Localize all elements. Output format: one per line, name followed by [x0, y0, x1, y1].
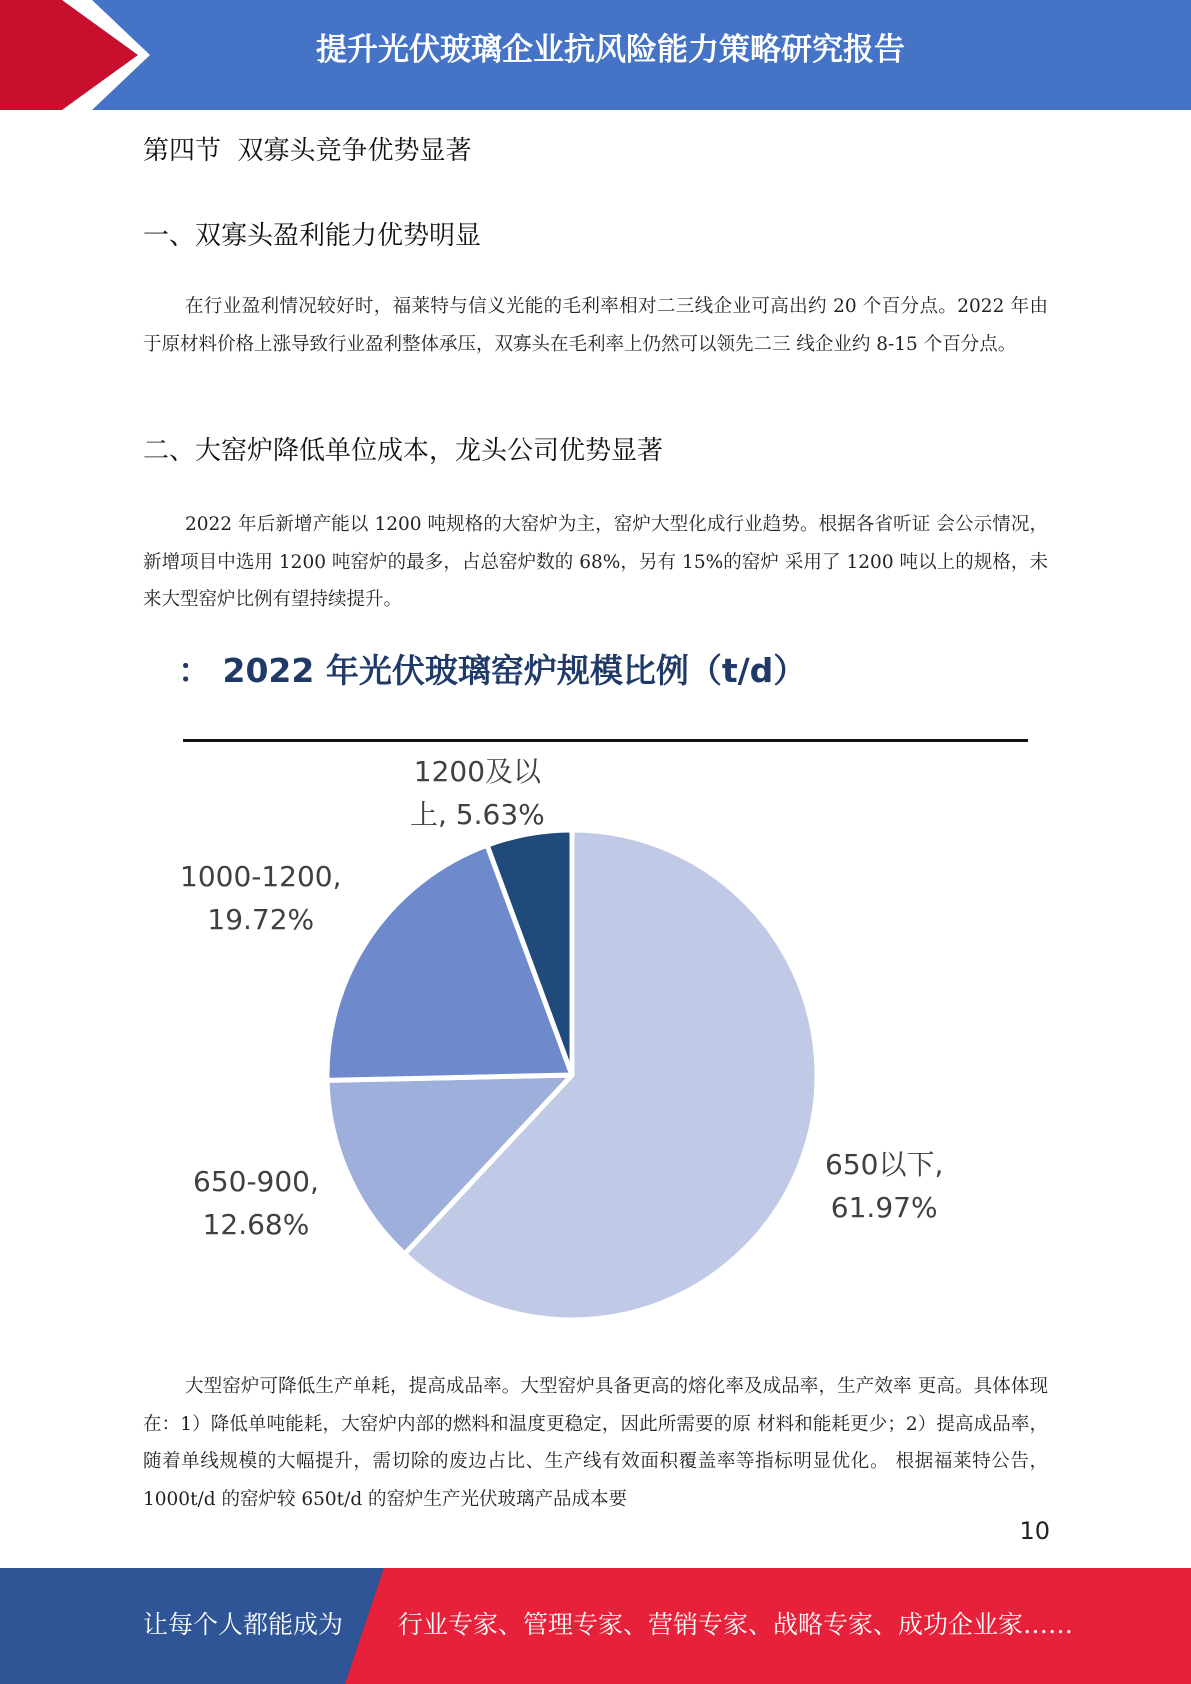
paragraph-profitability: 在行业盈利情况较好时，福莱特与信义光能的毛利率相对二三线企业可高出约 20 个百分点。2022 年由于原材料价格上涨导致行业盈利整体承压，双寡头在毛利率上仍然可以领先二三 线企业约 8-15 个百分点。 — [143, 296, 1048, 355]
subheading-furnace: 二、大窑炉降低单位成本，龙头公司优势显著 — [143, 436, 664, 466]
report-title: 提升光伏玻璃企业抗风险能力策略研究报告 — [316, 32, 905, 68]
chart-title-text: 2022 年光伏玻璃窑炉规模比例（t/d） — [222, 651, 807, 690]
pie-label-1000-1200 — [180, 855, 342, 941]
pie-label-1200-above-line1: 1200及以 — [413, 755, 542, 788]
pie-label-1200-above — [410, 750, 545, 836]
pie-label-650-900-line2: 12.68% — [202, 1208, 310, 1241]
footer-slogan-right: 行业专家、管理专家、营销专家、战略专家、成功企业家…… — [398, 1610, 1074, 1639]
chart-title-prefix: ： — [178, 651, 211, 690]
paragraph-furnace: 2022 年后新增产能以 1200 吨规格的大窑炉为主，窑炉大型化成行业趋势。根据各省听证 会公示情况，新增项目中选用 1200 吨窑炉的最多，占总窑炉数的 68%，另有 15%的窑炉 采用了 1200 吨以上的规格，未来大型窑炉比例有望持续提升。 — [143, 514, 1048, 610]
pie-label-1200-above-line2: 上, 5.63% — [410, 798, 545, 831]
pie-label-650-below-line1: 650以下, — [825, 1148, 944, 1181]
pie-label-650-900 — [193, 1160, 319, 1246]
subheading-profitability: 一、双寡头盈利能力优势明显 — [143, 221, 482, 251]
footer-slogan-left: 让每个人都能成为 — [143, 1610, 344, 1639]
section-title: 第四节 双寡头竞争优势显著 — [143, 136, 472, 166]
pie-label-650-below-line2: 61.97% — [830, 1191, 938, 1224]
pie-label-650-below — [825, 1143, 943, 1229]
paragraph-large-furnace: 大型窑炉可降低生产单耗，提高成品率。大型窑炉具备更高的熔化率及成品率，生产效率 更高。具体体现在：1）降低单吨能耗，大窑炉内部的燃料和温度更稳定，因此所需要的原 材料和能耗更少；2）提高成品率，随着单线规模的大幅提升，需切除的废边占比、生产线有效面积覆盖率等指标明显优化。 根据福莱特公告，1000t/d 的窑炉较 650t/d 的窑炉生产光伏玻璃产品成本要 — [143, 1376, 1048, 1510]
page-number: 10 — [1019, 1517, 1050, 1545]
pie-label-650-900-line1: 650-900, — [193, 1165, 319, 1198]
pie-label-1000-1200-line2: 19.72% — [207, 903, 315, 936]
pie-label-1000-1200-line1: 1000-1200, — [180, 860, 342, 893]
